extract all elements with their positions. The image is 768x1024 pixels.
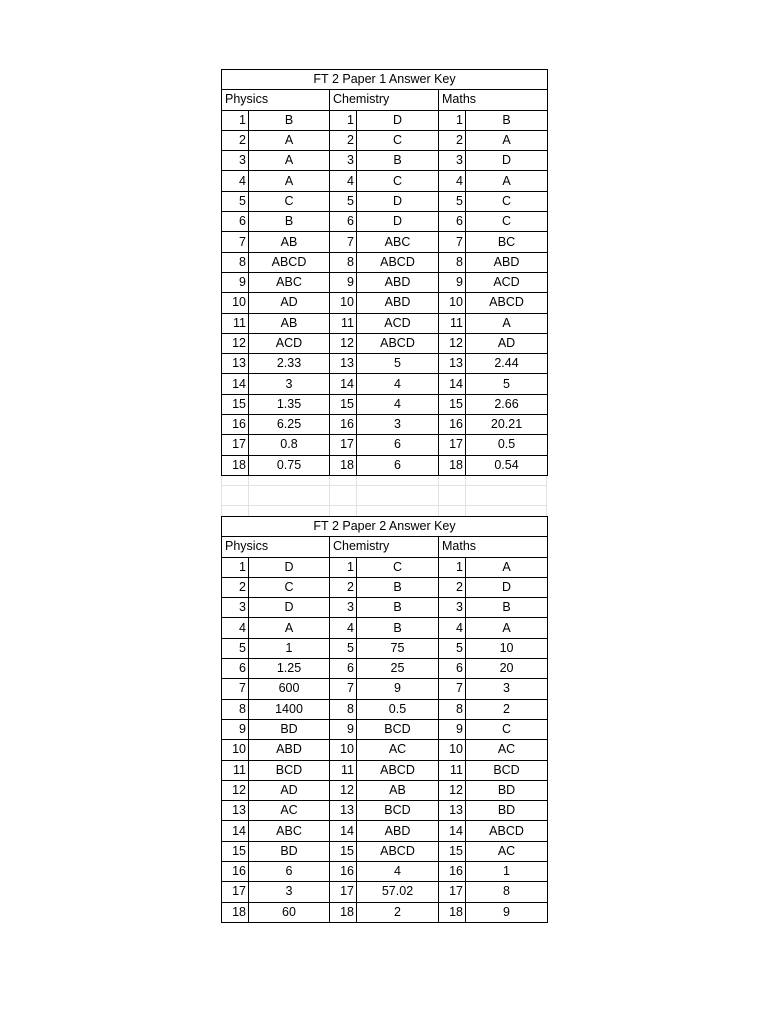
physics-answer: AB [249,313,330,333]
maths-question-number: 17 [439,882,466,902]
chemistry-answer: B [357,577,439,597]
chemistry-answer: D [357,212,439,232]
physics-question-number: 2 [222,130,249,150]
maths-question-number: 7 [439,679,466,699]
chemistry-question-number: 1 [330,110,357,130]
maths-question-number: 15 [439,841,466,861]
physics-answer: AD [249,293,330,313]
physics-answer: 600 [249,679,330,699]
maths-answer: 10 [466,638,548,658]
maths-answer: AD [466,333,548,353]
chemistry-answer: ACD [357,313,439,333]
maths-answer: ABCD [466,821,548,841]
answer-row [222,557,548,577]
physics-answer: ABCD [249,252,330,272]
maths-answer: B [466,110,548,130]
maths-answer: A [466,171,548,191]
chemistry-answer: 4 [357,374,439,394]
answer-row [222,455,548,475]
physics-question-number: 8 [222,252,249,272]
chemistry-question-number: 5 [330,191,357,211]
paper2-answer-key-table [221,516,548,923]
answer-row [222,212,548,232]
chemistry-question-number: 8 [330,699,357,719]
chemistry-question-number: 3 [330,151,357,171]
maths-answer: 0.54 [466,455,548,475]
chemistry-answer: ABD [357,272,439,292]
answer-row [222,313,548,333]
answer-row [222,171,548,191]
answer-row [222,415,548,435]
physics-answer: A [249,151,330,171]
chemistry-answer: 9 [357,679,439,699]
physics-answer: B [249,110,330,130]
maths-answer: D [466,577,548,597]
paper1-subject-maths: Maths [439,90,548,110]
physics-answer: A [249,130,330,150]
maths-question-number: 14 [439,821,466,841]
chemistry-answer: D [357,110,439,130]
maths-question-number: 7 [439,232,466,252]
chemistry-question-number: 9 [330,719,357,739]
physics-answer: B [249,212,330,232]
answer-row [222,861,548,881]
maths-question-number: 18 [439,902,466,922]
answer-row [222,435,548,455]
chemistry-question-number: 4 [330,618,357,638]
maths-question-number: 10 [439,293,466,313]
physics-answer: 6.25 [249,415,330,435]
maths-answer: AC [466,841,548,861]
maths-answer: 0.5 [466,435,548,455]
chemistry-question-number: 17 [330,435,357,455]
chemistry-answer: ABCD [357,760,439,780]
physics-question-number: 7 [222,232,249,252]
maths-question-number: 12 [439,333,466,353]
answer-row [222,374,548,394]
physics-question-number: 5 [222,191,249,211]
maths-answer: A [466,557,548,577]
chemistry-question-number: 3 [330,598,357,618]
answer-row [222,354,548,374]
chemistry-question-number: 8 [330,252,357,272]
chemistry-answer: 3 [357,415,439,435]
physics-answer: C [249,191,330,211]
chemistry-question-number: 1 [330,557,357,577]
physics-question-number: 15 [222,394,249,414]
maths-answer: A [466,618,548,638]
physics-question-number: 4 [222,171,249,191]
chemistry-answer: ABC [357,232,439,252]
maths-question-number: 16 [439,861,466,881]
answer-row [222,151,548,171]
answer-row [222,780,548,800]
physics-question-number: 17 [222,882,249,902]
maths-question-number: 17 [439,435,466,455]
answer-row [222,618,548,638]
paper1-subject-chemistry: Chemistry [330,90,439,110]
physics-answer: BCD [249,760,330,780]
chemistry-question-number: 17 [330,882,357,902]
chemistry-question-number: 16 [330,415,357,435]
maths-answer: BD [466,801,548,821]
answer-row [222,577,548,597]
paper2-subject-chemistry: Chemistry [330,537,439,557]
answer-row [222,191,548,211]
chemistry-question-number: 11 [330,760,357,780]
physics-question-number: 10 [222,740,249,760]
chemistry-answer: B [357,618,439,638]
physics-answer: D [249,598,330,618]
chemistry-question-number: 15 [330,841,357,861]
paper1-answer-key-table [221,69,548,476]
chemistry-question-number: 2 [330,577,357,597]
physics-answer: AB [249,232,330,252]
maths-question-number: 2 [439,577,466,597]
answer-row [222,110,548,130]
maths-answer: ABCD [466,293,548,313]
chemistry-answer: B [357,151,439,171]
maths-question-number: 12 [439,780,466,800]
maths-question-number: 13 [439,801,466,821]
chemistry-answer: D [357,191,439,211]
answer-row [222,598,548,618]
chemistry-answer: 2 [357,902,439,922]
maths-question-number: 11 [439,313,466,333]
physics-answer: 1.35 [249,394,330,414]
maths-answer: ABD [466,252,548,272]
maths-answer: 1 [466,861,548,881]
maths-question-number: 2 [439,130,466,150]
chemistry-answer: 57.02 [357,882,439,902]
paper1-title: FT 2 Paper 1 Answer Key [222,70,548,90]
chemistry-answer: 25 [357,659,439,679]
physics-answer: ACD [249,333,330,353]
maths-question-number: 4 [439,171,466,191]
maths-question-number: 3 [439,151,466,171]
physics-answer: A [249,618,330,638]
physics-answer: A [249,171,330,191]
answer-row [222,740,548,760]
chemistry-question-number: 7 [330,679,357,699]
answer-row [222,252,548,272]
physics-question-number: 12 [222,780,249,800]
physics-question-number: 18 [222,455,249,475]
maths-question-number: 5 [439,638,466,658]
chemistry-question-number: 10 [330,740,357,760]
chemistry-question-number: 12 [330,333,357,353]
maths-answer: C [466,212,548,232]
chemistry-answer: 6 [357,455,439,475]
answer-row [222,638,548,658]
chemistry-answer: C [357,171,439,191]
physics-answer: BD [249,719,330,739]
maths-question-number: 13 [439,354,466,374]
chemistry-answer: AC [357,740,439,760]
chemistry-question-number: 9 [330,272,357,292]
maths-answer: 2.66 [466,394,548,414]
maths-answer: 8 [466,882,548,902]
answer-row [222,333,548,353]
maths-question-number: 15 [439,394,466,414]
maths-answer: 2.44 [466,354,548,374]
physics-question-number: 12 [222,333,249,353]
chemistry-question-number: 2 [330,130,357,150]
physics-question-number: 15 [222,841,249,861]
maths-answer: BD [466,780,548,800]
physics-question-number: 16 [222,415,249,435]
maths-answer: C [466,719,548,739]
maths-answer: BC [466,232,548,252]
physics-answer: 1 [249,638,330,658]
chemistry-answer: ABCD [357,333,439,353]
physics-question-number: 3 [222,151,249,171]
physics-question-number: 17 [222,435,249,455]
chemistry-question-number: 12 [330,780,357,800]
chemistry-answer: BCD [357,719,439,739]
physics-question-number: 9 [222,719,249,739]
chemistry-answer: 4 [357,861,439,881]
physics-question-number: 11 [222,313,249,333]
physics-answer: AD [249,780,330,800]
answer-row [222,293,548,313]
chemistry-question-number: 14 [330,374,357,394]
answer-row [222,801,548,821]
physics-question-number: 1 [222,557,249,577]
maths-answer: 20.21 [466,415,548,435]
physics-question-number: 14 [222,821,249,841]
answer-row [222,130,548,150]
physics-question-number: 9 [222,272,249,292]
maths-answer: A [466,313,548,333]
answer-row [222,232,548,252]
answer-row [222,882,548,902]
physics-answer: 60 [249,902,330,922]
answer-row [222,394,548,414]
chemistry-question-number: 7 [330,232,357,252]
chemistry-question-number: 4 [330,171,357,191]
chemistry-question-number: 13 [330,801,357,821]
chemistry-answer: B [357,598,439,618]
physics-question-number: 3 [222,598,249,618]
maths-answer: BCD [466,760,548,780]
maths-question-number: 4 [439,618,466,638]
chemistry-answer: 0.5 [357,699,439,719]
sheet-gap [221,476,547,516]
physics-answer: ABC [249,272,330,292]
physics-answer: ABC [249,821,330,841]
chemistry-question-number: 15 [330,394,357,414]
physics-question-number: 10 [222,293,249,313]
maths-question-number: 3 [439,598,466,618]
physics-question-number: 7 [222,679,249,699]
paper2-subject-physics: Physics [222,537,330,557]
chemistry-question-number: 6 [330,212,357,232]
chemistry-answer: AB [357,780,439,800]
paper1-subject-physics: Physics [222,90,330,110]
physics-question-number: 13 [222,354,249,374]
maths-answer: A [466,130,548,150]
physics-answer: 1400 [249,699,330,719]
maths-question-number: 8 [439,699,466,719]
physics-answer: 3 [249,374,330,394]
physics-answer: BD [249,841,330,861]
physics-question-number: 6 [222,659,249,679]
physics-answer: 0.8 [249,435,330,455]
chemistry-question-number: 18 [330,902,357,922]
chemistry-question-number: 13 [330,354,357,374]
maths-answer: 5 [466,374,548,394]
maths-answer: B [466,598,548,618]
chemistry-answer: ABCD [357,252,439,272]
physics-question-number: 16 [222,861,249,881]
answer-row [222,699,548,719]
maths-question-number: 9 [439,272,466,292]
physics-answer: AC [249,801,330,821]
answer-row [222,659,548,679]
chemistry-question-number: 6 [330,659,357,679]
chemistry-answer: ABCD [357,841,439,861]
maths-answer: C [466,191,548,211]
chemistry-answer: C [357,557,439,577]
maths-question-number: 10 [439,740,466,760]
physics-answer: 2.33 [249,354,330,374]
chemistry-answer: C [357,130,439,150]
answer-row [222,719,548,739]
maths-answer: 9 [466,902,548,922]
chemistry-answer: 4 [357,394,439,414]
answer-row [222,902,548,922]
maths-question-number: 5 [439,191,466,211]
paper2-subject-maths: Maths [439,537,548,557]
chemistry-answer: 6 [357,435,439,455]
maths-answer: 3 [466,679,548,699]
physics-question-number: 18 [222,902,249,922]
physics-answer: 1.25 [249,659,330,679]
answer-row [222,679,548,699]
maths-answer: D [466,151,548,171]
physics-question-number: 13 [222,801,249,821]
chemistry-answer: ABD [357,293,439,313]
maths-question-number: 14 [439,374,466,394]
chemistry-answer: BCD [357,801,439,821]
answer-row [222,821,548,841]
maths-question-number: 16 [439,415,466,435]
chemistry-question-number: 5 [330,638,357,658]
physics-question-number: 14 [222,374,249,394]
maths-question-number: 1 [439,557,466,577]
physics-question-number: 4 [222,618,249,638]
maths-question-number: 1 [439,110,466,130]
maths-question-number: 8 [439,252,466,272]
maths-question-number: 11 [439,760,466,780]
chemistry-answer: 75 [357,638,439,658]
physics-answer: ABD [249,740,330,760]
physics-question-number: 1 [222,110,249,130]
answer-row [222,760,548,780]
maths-answer: AC [466,740,548,760]
chemistry-answer: 5 [357,354,439,374]
maths-question-number: 6 [439,659,466,679]
chemistry-question-number: 10 [330,293,357,313]
chemistry-question-number: 16 [330,861,357,881]
maths-answer: ACD [466,272,548,292]
physics-question-number: 5 [222,638,249,658]
physics-answer: 6 [249,861,330,881]
physics-question-number: 11 [222,760,249,780]
maths-answer: 2 [466,699,548,719]
physics-question-number: 6 [222,212,249,232]
chemistry-question-number: 18 [330,455,357,475]
physics-answer: 3 [249,882,330,902]
chemistry-question-number: 11 [330,313,357,333]
maths-answer: 20 [466,659,548,679]
chemistry-answer: ABD [357,821,439,841]
physics-answer: 0.75 [249,455,330,475]
answer-row [222,841,548,861]
physics-question-number: 8 [222,699,249,719]
physics-answer: D [249,557,330,577]
physics-answer: C [249,577,330,597]
maths-question-number: 6 [439,212,466,232]
answer-row [222,272,548,292]
maths-question-number: 18 [439,455,466,475]
paper2-title: FT 2 Paper 2 Answer Key [222,516,548,536]
chemistry-question-number: 14 [330,821,357,841]
answer-key-sheet [221,69,547,923]
physics-question-number: 2 [222,577,249,597]
maths-question-number: 9 [439,719,466,739]
